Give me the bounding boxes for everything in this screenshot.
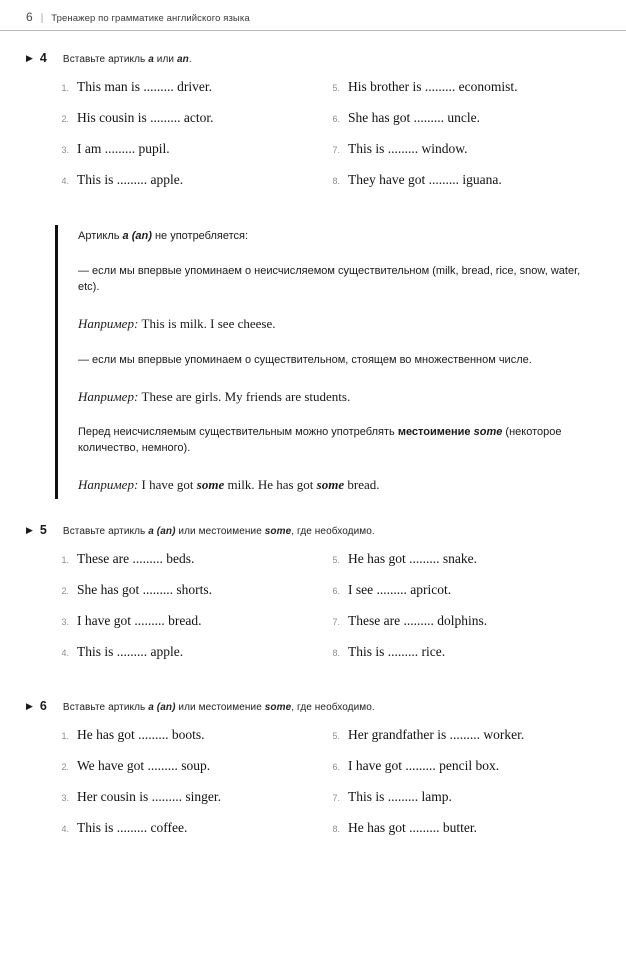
- note-title: [78, 229, 600, 245]
- note-title-lead: Артикль: [78, 230, 123, 242]
- list-item: [329, 551, 600, 582]
- instruction-part-2: или: [153, 54, 177, 65]
- list-item: [329, 110, 600, 141]
- list-item: [58, 789, 329, 820]
- note-rule-3: [78, 425, 600, 457]
- instruction-emphasis-1: a (an): [148, 526, 176, 538]
- instruction-emphasis-2: some: [264, 526, 292, 538]
- item-index: 2.: [61, 762, 69, 773]
- item-index: 8.: [332, 176, 340, 186]
- item-index: 2.: [61, 586, 69, 597]
- item-index: 6.: [332, 762, 340, 773]
- exercise-instruction: [63, 702, 375, 713]
- list-item: [329, 582, 600, 613]
- note-rule-3-emphasis: some: [473, 426, 503, 439]
- item-index: 8.: [332, 824, 340, 835]
- note-rule-3-tail: (некоторое количество, немного).: [78, 426, 562, 455]
- note-example-3: [78, 476, 600, 495]
- exercise-instruction: [63, 526, 375, 537]
- page-header: [0, 0, 626, 31]
- list-item: [58, 582, 329, 613]
- instruction-part-1: Вставьте артикль: [62, 54, 149, 65]
- triangle-marker-icon: ▶: [26, 525, 33, 536]
- instruction-part-1: Вставьте артикль: [62, 702, 149, 714]
- note-rule-2: — если мы впервые упоминаем о существительном, стоящем во множественном числе.: [78, 353, 532, 366]
- note-example-3-e: bread.: [344, 477, 380, 493]
- exercise-5-items: [0, 551, 626, 675]
- note-example-1-label: Например:: [78, 315, 139, 331]
- grammar-note-box: [55, 225, 600, 499]
- item-index: 4.: [61, 824, 69, 835]
- exercise-number: 4: [39, 51, 47, 65]
- note-rule-3-lead: Перед неисчисляемым существительным можно употреблять: [78, 426, 398, 439]
- instruction-emphasis-2: an: [177, 54, 189, 65]
- list-item: [58, 141, 329, 172]
- item-index: 8.: [332, 648, 340, 659]
- item-text[interactable]: His cousin is ......... actor.: [77, 110, 214, 125]
- exercise-number: 5: [39, 523, 47, 538]
- item-index: 4.: [61, 176, 69, 186]
- item-index: 3.: [61, 617, 69, 628]
- instruction-part-3: , где необходимо.: [291, 702, 375, 714]
- item-text[interactable]: I see ......... apricot.: [348, 582, 452, 598]
- item-index: 5.: [332, 555, 340, 566]
- triangle-marker-icon: ▶: [26, 53, 33, 63]
- item-text[interactable]: Her grandfather is ......... worker.: [348, 727, 525, 743]
- exercise-6-heading: [0, 699, 626, 713]
- instruction-part-3: .: [188, 54, 192, 65]
- exercise-number: 6: [39, 699, 47, 714]
- note-example-3-label: Например:: [78, 477, 139, 493]
- instruction-part-1: Вставьте артикль: [62, 526, 149, 538]
- exercise-5-heading: [0, 523, 626, 537]
- header-separator: |: [40, 13, 44, 24]
- item-index: 6.: [332, 114, 340, 124]
- item-text[interactable]: This is ......... apple.: [77, 172, 184, 187]
- list-item: [329, 141, 600, 172]
- item-text[interactable]: His brother is ......... economist.: [348, 79, 518, 94]
- item-index: 3.: [61, 145, 69, 155]
- item-text[interactable]: This is ......... lamp.: [348, 789, 452, 805]
- list-item: [329, 172, 600, 203]
- list-item: [58, 727, 329, 758]
- item-index: 4.: [61, 648, 69, 659]
- item-text[interactable]: These are ......... dolphins.: [348, 613, 488, 629]
- item-text[interactable]: He has got ......... butter.: [348, 820, 477, 836]
- exercise-6-items: [0, 727, 626, 851]
- list-item: [58, 79, 329, 110]
- list-item: [329, 79, 600, 110]
- list-item: [58, 110, 329, 141]
- item-text[interactable]: This is ......... window.: [348, 141, 468, 156]
- item-index: 7.: [332, 793, 340, 804]
- list-item: [329, 789, 600, 820]
- book-title: Тренажер по грамматике английского языка: [51, 13, 250, 24]
- list-item: [329, 727, 600, 758]
- item-text[interactable]: I am ......... pupil.: [77, 141, 170, 156]
- item-index: 3.: [61, 793, 69, 804]
- item-text[interactable]: These are ......... beds.: [77, 551, 195, 567]
- item-index: 6.: [332, 586, 340, 597]
- item-index: 5.: [332, 731, 340, 742]
- item-text[interactable]: This is ......... apple.: [77, 644, 184, 660]
- list-item: [329, 613, 600, 644]
- instruction-emphasis-1: a: [148, 54, 154, 65]
- note-example-3-b: some: [196, 477, 225, 493]
- list-item: [329, 644, 600, 675]
- list-item: [329, 758, 600, 789]
- item-index: 7.: [332, 145, 340, 155]
- note-example-3-a: I have got: [138, 477, 197, 493]
- item-text[interactable]: This man is ......... driver.: [77, 79, 212, 94]
- note-title-emphasis: a (an): [122, 230, 152, 242]
- note-rule-3-bold: местоимение: [397, 426, 474, 439]
- list-item: [58, 820, 329, 851]
- item-text[interactable]: They have got ......... iguana.: [348, 172, 502, 187]
- instruction-part-2: или местоимение: [175, 526, 265, 538]
- item-text[interactable]: This is ......... rice.: [348, 644, 446, 660]
- item-text[interactable]: I have got ......... bread.: [77, 613, 202, 629]
- triangle-marker-icon: ▶: [26, 701, 33, 712]
- note-example-1: [78, 315, 600, 334]
- list-item: [58, 172, 329, 203]
- item-text[interactable]: He has got ......... snake.: [348, 551, 477, 567]
- instruction-emphasis-1: a (an): [148, 702, 176, 714]
- item-index: 1.: [61, 555, 69, 566]
- note-example-3-c: milk. He has got: [224, 477, 317, 493]
- item-text[interactable]: I have got ......... pencil box.: [348, 758, 500, 774]
- exercise-4-heading: [0, 51, 626, 65]
- item-text[interactable]: She has got ......... shorts.: [77, 582, 212, 598]
- item-text[interactable]: He has got ......... boots.: [77, 727, 205, 743]
- item-index: 1.: [61, 83, 69, 93]
- note-example-3-d: some: [316, 477, 345, 493]
- list-item: [58, 551, 329, 582]
- list-item: [58, 758, 329, 789]
- note-rule-1: — если мы впервые упоминаем о неисчисляемом существительном (milk, bread, rice, snow, water, etc).: [78, 264, 581, 293]
- instruction-emphasis-2: some: [264, 702, 292, 714]
- item-index: 2.: [61, 114, 69, 124]
- instruction-part-2: или местоимение: [175, 702, 265, 714]
- item-text[interactable]: Her cousin is ......... singer.: [77, 789, 221, 805]
- exercise-4-items: [0, 79, 626, 203]
- page-number: 6: [26, 10, 33, 24]
- note-example-1-text: This is milk. I see cheese.: [138, 315, 276, 331]
- item-index: 1.: [61, 731, 69, 742]
- item-text[interactable]: She has got ......... uncle.: [348, 110, 480, 125]
- instruction-part-3: , где необходимо.: [291, 526, 375, 538]
- note-example-2-text: These are girls. My friends are students.: [138, 388, 351, 404]
- note-title-tail: не употребляется:: [151, 230, 249, 242]
- list-item: [58, 613, 329, 644]
- item-text[interactable]: We have got ......... soup.: [77, 758, 211, 774]
- item-index: 7.: [332, 617, 340, 628]
- note-example-2: [78, 388, 600, 407]
- list-item: [58, 644, 329, 675]
- list-item: [329, 820, 600, 851]
- item-index: 5.: [332, 83, 340, 93]
- item-text[interactable]: This is ......... coffee.: [77, 820, 188, 836]
- note-example-2-label: Например:: [78, 388, 139, 404]
- exercise-instruction: [63, 54, 192, 65]
